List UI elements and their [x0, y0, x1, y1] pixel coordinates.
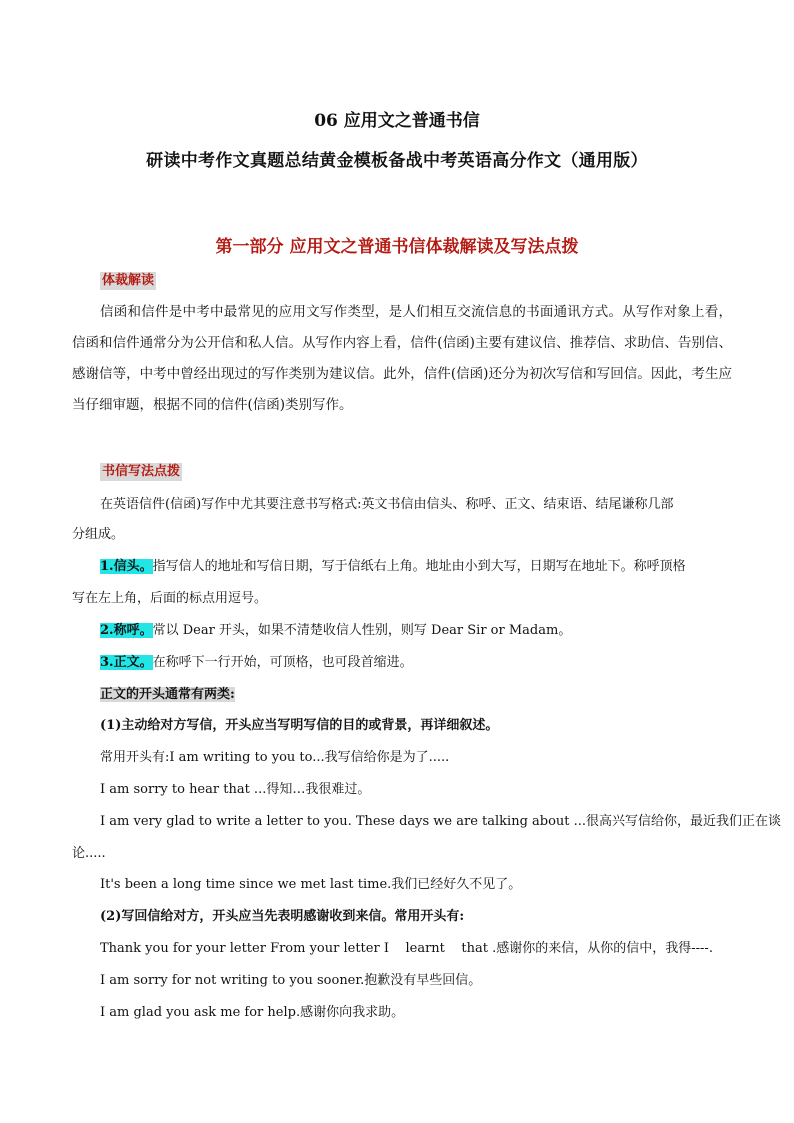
- item-body-text: 在称呼下一行开始，可顶格，也可段首缩进。: [152, 655, 413, 670]
- example-line: Thank you for your letter From your letter I learnt that .感谢你的来信，从你的信中，我得----.: [100, 941, 713, 956]
- genre-paragraph: 信函和信件是中考中最常见的应用文写作类型，是人们相互交流信息的书面通讯方式。从写作对象上看，信函和信件通常分为公开信和私人信。从写作内容上看，信件(信函)主要有建议信、推荐信、求助信、告别信、感谢信等，中考中曾经出现过的写作类别为建议信。此外，信件(信函)还分为初次写信和写回信。因此，考生应当仔细审题，根据不同的信件(信函)类别写作。: [72, 304, 732, 413]
- body-opening-label-text: 正文的开头通常有两类:: [100, 687, 235, 702]
- example-line: I am sorry for not writing to you sooner.抱歉没有早些回信。: [100, 973, 482, 988]
- example-line: I am glad you ask me for help.感谢你向我求助。: [100, 1005, 405, 1020]
- case-one-heading: (1)主动给对方写信，开头应当写明写信的目的或背景，再详细叙述。: [100, 718, 499, 733]
- writing-tips-label: 书信写法点拨: [102, 464, 181, 479]
- part-one-heading: 第一部分 应用文之普通书信体裁解读及写法点拨: [215, 237, 579, 257]
- example-line: I am sorry to hear that ...得知…我很难过。: [100, 782, 371, 797]
- example-line: I am very glad to write a letter to you. These days we are talking about ...很高兴写信给你，最近我们正在谈: [100, 814, 782, 829]
- item-letterhead-label: 1.信头。: [100, 559, 153, 574]
- item-salutation-label: 2.称呼。: [100, 623, 153, 638]
- case-two-heading: (2)写回信给对方，开头应当先表明感谢收到来信。常用开头有:: [100, 909, 465, 924]
- item-letterhead-continuation: 写在左上角，后面的标点用逗号。: [72, 591, 268, 606]
- example-line: 常用开头有:I am writing to you to...我写信给你是为了.....: [100, 750, 450, 765]
- example-line: It's been a long time since we met last time.我们已经好久不见了。: [100, 877, 522, 892]
- writing-intro-continuation: 分组成。: [72, 527, 125, 542]
- item-letterhead: [100, 557, 686, 577]
- item-salutation: [100, 621, 571, 641]
- document-subtitle: 研读中考作文真题总结黄金模板备战中考英语高分作文（通用版）: [146, 151, 648, 171]
- item-letterhead-text: 指写信人的地址和写信日期，写于信纸右上角。地址由小到大写，日期写在地址下。称呼顶格: [152, 559, 686, 574]
- document-title: 06 应用文之普通书信: [314, 111, 480, 131]
- item-body: [100, 653, 413, 673]
- example-continuation: 论.....: [72, 846, 106, 861]
- item-body-label: 3.正文。: [100, 655, 153, 670]
- item-salutation-text: 常以 Dear 开头，如果不清楚收信人性别，则写 Dear Sir or Madam。: [152, 623, 572, 638]
- body-opening-label: [100, 685, 235, 705]
- genre-label: 体裁解读: [102, 273, 155, 288]
- writing-intro-line: 在英语信件(信函)写作中尤其要注意书写格式:英文书信由信头、称呼、正文、结束语、结尾谦称几部: [100, 497, 674, 512]
